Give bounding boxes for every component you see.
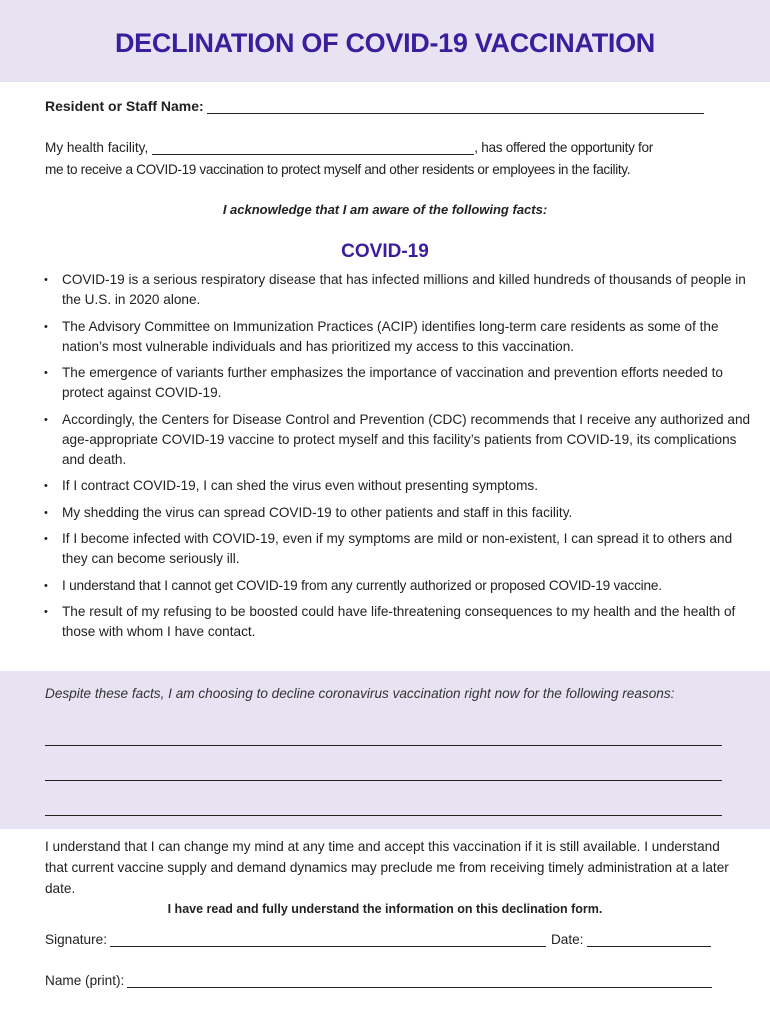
bullet-icon: • <box>44 579 48 592</box>
date-label: Date: <box>550 932 584 947</box>
bullet-icon: • <box>44 320 48 333</box>
fact-item: • If I become infected with COVID-19, even if my symptoms are mild or non-existent, I can spread it to others and they can become seriously ill. <box>44 531 733 566</box>
reason-line-2[interactable] <box>45 780 722 781</box>
reasons-prompt: Despite these facts, I am choosing to decline coronavirus vaccination right now for the following reasons: <box>45 686 675 701</box>
name-print-label: Name (print): <box>45 973 125 988</box>
bullet-icon: • <box>44 606 48 618</box>
bullet-icon: • <box>44 367 48 379</box>
signature-row <box>45 931 711 947</box>
reason-line-3[interactable] <box>45 815 722 816</box>
page-title: DECLINATION OF COVID-19 VACCINATION <box>114 28 655 58</box>
fact-item: • Accordingly, the Centers for Disease Control and Prevention (CDC) recommends that I receive any authorized and age-appropriate COVID-19 vaccine to protect myself and this facility’s patients from COVID-19, its complications and death. <box>44 411 751 467</box>
resident-name-field[interactable] <box>207 98 704 114</box>
facility-text-line2: me to receive a COVID-19 vaccination to protect myself and other residents or employees in the facility. <box>45 162 631 177</box>
facility-text-before: My health facility, <box>45 140 149 155</box>
name-print-row <box>45 972 712 988</box>
understand-statement: I understand that I can change my mind at any time and accept this vaccination if it is still available. I understand that current vaccine supply and demand dynamics may preclude me from receiving timely administration at a later date. <box>45 839 729 896</box>
date-field[interactable] <box>587 931 711 947</box>
reason-line-1[interactable] <box>45 745 722 746</box>
bullet-icon: • <box>44 413 48 426</box>
resident-name-row <box>45 98 704 114</box>
facility-row <box>45 139 653 155</box>
bullet-icon: • <box>44 506 48 519</box>
facility-text-after: , has offered the opportunity for <box>474 140 654 155</box>
facility-name-field[interactable] <box>152 139 474 155</box>
bullet-icon: • <box>44 533 48 545</box>
bullet-icon: • <box>44 480 48 492</box>
acknowledge-statement: I acknowledge that I am aware of the following facts: <box>222 202 548 217</box>
resident-name-label: Resident or Staff Name: <box>45 98 204 114</box>
name-print-field[interactable] <box>127 972 712 988</box>
fact-item: • The Advisory Committee on Immunization Practices (ACIP) identifies long-term care residents as some of the nation’s most vulnerable individuals and has prioritized my access to this vaccination. <box>44 318 719 354</box>
fact-item: • The emergence of variants further emphasizes the importance of vaccination and prevention efforts needed to protect against COVID-19. <box>44 365 723 400</box>
facts-list <box>42 270 757 649</box>
bullet-icon: • <box>44 274 48 286</box>
fact-item: • The result of my refusing to be boosted could have life-threatening consequences to my health and the health of those with whom I have contact. <box>44 604 736 639</box>
fact-item: • COVID-19 is a serious respiratory disease that has infected millions and killed hundreds of thousands of people in the U.S. in 2020 alone. <box>44 272 746 307</box>
covid-heading: COVID-19 <box>341 241 429 262</box>
fact-item: • I understand that I cannot get COVID-19 from any currently authorized or proposed COVID-19 vaccine. <box>42 576 757 596</box>
fact-item: • If I contract COVID-19, I can shed the virus even without presenting symptoms. <box>42 476 757 496</box>
signature-label: Signature: <box>45 932 107 947</box>
fact-item: • My shedding the virus can spread COVID-19 to other patients and staff in this facility. <box>42 503 757 523</box>
read-statement: I have read and fully understand the information on this declination form. <box>167 902 603 916</box>
signature-field[interactable] <box>110 931 546 947</box>
